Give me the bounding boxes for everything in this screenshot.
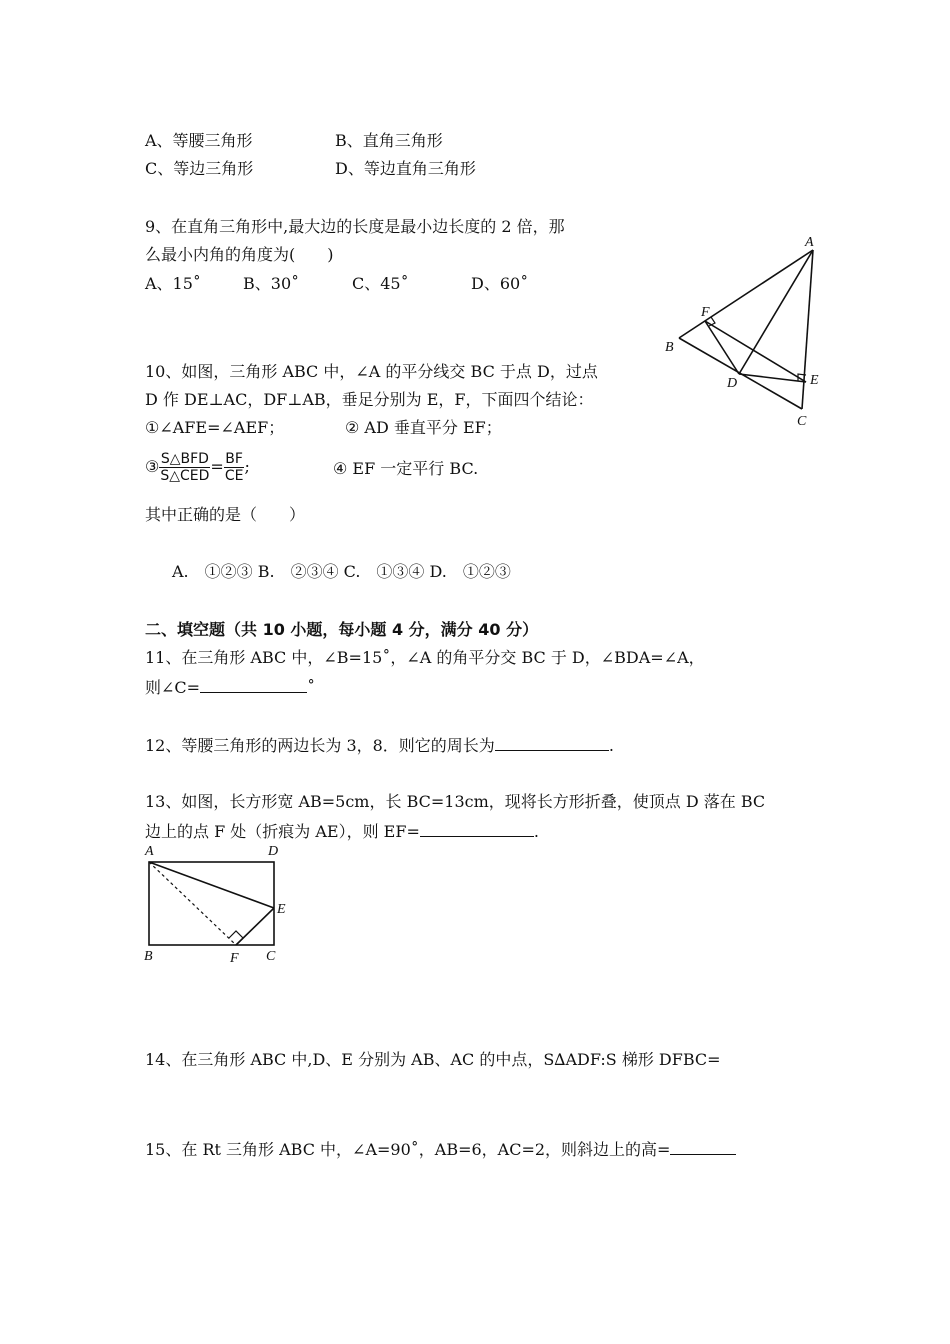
q11-suffix: ˚ [307,678,316,697]
fig10-label-a: A [805,235,814,250]
q8-option-c: C、等边三角形 [145,159,254,178]
fraction-numerator: S△BFD [160,451,209,467]
q11-prefix: 则∠C= [145,678,201,697]
fraction-denominator: CE [224,468,244,484]
fig10-label-b: B [665,340,674,355]
q9-line-1: 9、在直角三角形中,最大边的长度是最小边长度的 2 倍，那 [145,217,565,236]
q8-option-b: B、直角三角形 [335,131,443,150]
segment-ab [679,250,813,338]
right-angle-mark-f [229,931,243,945]
fig10-label-e: E [810,373,819,388]
q10-prompt: 其中正确的是（ ） [145,505,306,524]
q12-suffix: . [608,736,614,755]
fig13-label-a: A [145,844,154,859]
q12-answer-blank[interactable] [495,734,609,751]
q11-answer-blank[interactable] [200,676,307,693]
crease-ae [149,862,274,908]
q15-line [145,1138,736,1160]
side-ratio-fraction [224,451,245,484]
q13-line-1: 13、如图，长方形宽 AB=5cm，长 BC=13cm，现将长方形折叠，使顶点 D 落在 BC [145,792,766,811]
fig10-label-c: C [797,414,807,429]
q8-option-d: D、等边直角三角形 [335,159,476,178]
semicolon: ; [244,457,250,476]
rectangle-abcd [149,862,274,945]
dashed-af [149,862,236,945]
conclusion-3-marker: ③ [145,457,160,476]
fig10-label-d: D [727,376,738,391]
fig10-label-f: F [701,305,710,320]
q12-line [145,734,614,756]
fraction-denominator: S△CED [160,468,210,484]
q13-suffix: . [533,822,539,841]
q13-rectangle-figure [138,840,298,968]
fig13-label-e: E [277,902,286,917]
q13-line-2 [145,820,539,842]
q13-answer-blank[interactable] [420,820,534,837]
section-2-title: 二、填空题（共 10 小题，每小题 4 分，满分 40 分） [145,620,539,639]
q10-conclusion-2: ② AD 垂直平分 EF； [345,418,502,437]
fig13-label-f: F [230,951,239,966]
segment-df [705,321,739,374]
q9-option-a: A、15˚ [145,274,201,293]
q10-conclusion-3 [145,447,250,487]
q9-option-c: C、45˚ [352,274,409,293]
q11-line-2 [145,676,315,698]
q10-options: A. ①②③ B. ②③④ C. ①③④ D. ①②③ [172,562,511,581]
q8-option-a: A、等腰三角形 [145,131,253,150]
q15-text: 15、在 Rt 三角形 ABC 中，∠A=90˚，AB=6，AC=2，则斜边上的高= [145,1140,671,1159]
q10-line-1: 10、如图，三角形 ABC 中，∠A 的平分线交 BC 于点 D，过点 [145,362,598,381]
equals-sign: = [210,457,224,476]
q9-line-2: 么最小内角的角度为( ) [145,245,334,264]
q15-answer-blank[interactable] [670,1138,736,1155]
q10-conclusion-1: ①∠AFE=∠AEF； [145,418,285,437]
segment-ad [739,250,813,374]
fig13-label-d: D [268,844,279,859]
fig13-label-c: C [266,949,276,964]
q10-line-2: D 作 DE⊥AC，DF⊥AB，垂足分别为 E，F，下面四个结论： [145,390,594,409]
q10-conclusion-4: ④ EF 一定平行 BC. [333,459,479,478]
q14-line: 14、在三角形 ABC 中,D、E 分别为 AB、AC 的中点，S∆ADF:S 梯形 DFBC= [145,1050,721,1069]
q9-option-b: B、30˚ [243,274,300,293]
q13-prefix: 边上的点 F 处（折痕为 AE），则 EF= [145,822,420,841]
fig13-label-b: B [144,949,153,964]
q12-text: 12、等腰三角形的两边长为 3，8．则它的周长为 [145,736,495,755]
area-ratio-fraction [159,451,210,484]
fraction-numerator: BF [225,451,243,467]
q9-option-d: D、60˚ [471,274,529,293]
segment-ef [705,321,806,382]
q11-line-1: 11、在三角形 ABC 中，∠B=15˚，∠A 的角平分交 BC 于 D，∠BDA=∠A， [145,648,705,667]
q10-triangle-figure [655,228,835,433]
